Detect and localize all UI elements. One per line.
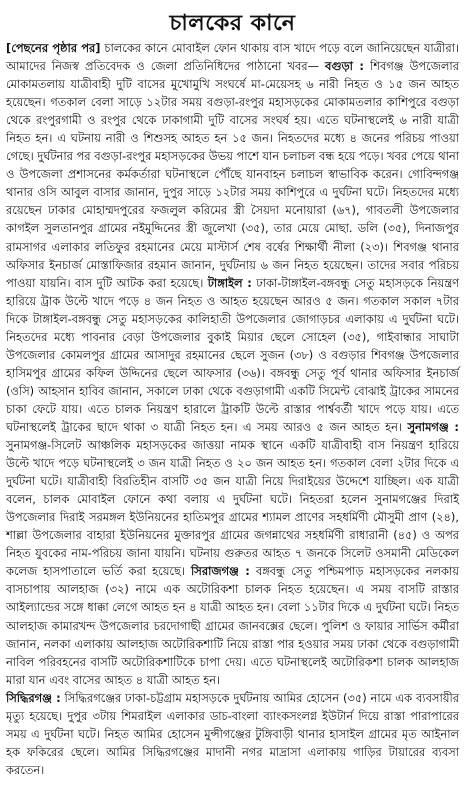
article-section-bogura	[6, 39, 459, 689]
location-label-sirajganj: সিরাজগঞ্জ :	[191, 564, 250, 579]
article-section-siddhirganj	[6, 689, 459, 779]
article-headline: চালকের কানে	[169, 11, 296, 36]
section-text-siddhirganj: সিদ্ধিরগঞ্জের ঢাকা-চট্টগ্রাম মহাসড়কে দুর্ঘটনায় আমির হোসেন (৩৫) নামে এক ব্যবসায়ীর মৃত্যু হয়েছে। দুপুর ৩টায় শিমরাইল এলাকার ডাচ-বাংলা ব্যাংকসংলগ্ন ইউটার্ন দিয়ে রাস্তা পারাপারের সময় এ দুর্ঘটনা ঘটে। নিহত আমির হোসেন মুন্সীগঞ্জের টুঙ্গিবাড়ী থানার হাসাইল গ্রামের মৃত আইনাল হক ফকিরের ছেলে। আমির সিদ্ধিরগঞ্জের মাদানী নগর মাদ্রাসা এলাকায় গাড়ির টায়ারের ব্যবসা করতেন।	[6, 690, 459, 777]
location-label-bogura: বগুড়া :	[325, 59, 364, 74]
intro-text: চালকের কানে মোবাইল ফোন থাকায় বাস খাদে পড়ে বলে জানিয়েছেন যাত্রীরা। আমাদের নিজস্ব প্রতিবেদক ও জেলা প্রতিনিধিদের পাঠানো খবর—	[6, 41, 459, 74]
article-body	[6, 39, 459, 779]
section-text-sunamganj: সুনামগঞ্জ-সিলেট আঞ্চলিক মহাসড়কের জাত্তয়া নামক স্থানে একটি যাত্রীবাহী বাস নিয়ন্ত্রণ হারিয়ে উল্টে খাদে পড়ে ঘটনাস্থলেই ৩ জন যাত্রী নিহত ও ২০ জন আহত হন। গতকাল বেলা ২টার দিকে এ দুর্ঘটনা ঘটে। যাত্রীবাহী বিরতিহীন বাসটি ৩৫ জন যাত্রী নিয়ে দিরাইয়ের উদ্দেশে যাচ্ছিল। এক যাত্রী বলেন, চালক মোবাইল ফোনে কথা বলায় এ দুর্ঘটনা ঘটে। নিহতরা হলেন সুনামগঞ্জের দিরাই উপজেলার দিরাই সরমঙ্গল ইউনিয়নের হাতিমপুর গ্রামের শ্যামল প্রাণের সহধর্মিণী মৌসুমী প্রাণ (২৪), শাল্লা উপজেলার বাহারা ইউনিয়নের মুক্তারপুর গ্রামের জগন্নাথের সহধর্মিণী রাধারানী (৪৫) ও অপর নিহত যুবকের নাম-পরিচয় জানা যায়নি। ঘটনায় গুরুতর আহত ৭ জনকে সিলেট ওসমানী মেডিকেল কলেজ হাসপাতালে ভর্তি করা হয়েছে।	[6, 438, 459, 579]
cropped-previous-text	[0, 0, 465, 9]
section-text-sirajganj: বঙ্গবন্ধু সেতু পশ্চিমপাড় মহাসড়কের নলকায় বাসচাপায় আলহাজ (৩২) নামে এক অটোরিকশা চালক নিহত হয়েছেন। এ সময় বাসটি রাস্তার আইল্যান্ডের সঙ্গে ধাক্কা লেগে আহত হন ৪ যাত্রী আহত হন। বেলা ১১টার দিকে এ দুর্ঘটনা ঘটে। নিহত আলহাজ কামারখন্দ উপজেলার চরদোগাছী গ্রামের জানবক্সের ছেলে। পুলিশ ও ফায়ার সার্ভিস কর্মীরা জানান, নলকা এলাকায় আলহাজ অটোরিকশাটি নিয়ে রাস্তা পার হওয়ার সময় ঢাকা থেকে বগুড়াগামী নাবিল পরিবহনের বাসটি অটোরিকশাটিকে চাপা দেয়। এতে ঘটনাস্থলেই অটোরিকশা চালক আলহাজ মারা যান এবং বাসের আহত ৪ যাত্রী আহত হন।	[6, 564, 459, 687]
section-text-bogura: শিবগঞ্জ উপজেলার মোকামতলায় যাত্রীবাহী দুটি বাসের মুখোমুখি সংঘর্ষে মা-মেয়েসহ ৬ নারী নিহত ও ১৫ জন আহত হয়েছেন। গতকাল বেলা সাড়ে ১২টার সময় বগুড়া-রংপুর মহাসড়কের মোকামতলার কাশিপুরে বগুড়া থেকে রংপুরগামী ও রংপুর থেকে ঢাকাগামী দুটি বাসের সংঘর্ষ হয়। এতে ঘটনাস্থলেই ৬ নারী যাত্রী নিহত হন। এ ঘটনায় নারী ও শিশুসহ আহত হন ১৫ জন। নিহতদের মধ্যে ৪ জনের পরিচয় পাওয়া গেছে। দুর্ঘটনার পর বগুড়া-রংপুর মহাসড়কের উভয় পাশে যান চলাচল বন্ধ হয়ে পড়ে। খবর পেয়ে থানা ও উপজেলা প্রশাসনের কর্মকর্তারা ঘটনাস্থলে পৌঁছে যানবাহন চলাচল স্বাভাবিক করেন। গোবিন্দগঞ্জ থানার ওসি আবুল বাসার জানান, দুপুর সাড়ে ১২টার সময় কাশিপুরে এ দুর্ঘটনা ঘটে। নিহতদের মধ্যে রয়েছেন ঢাকার মোহাম্মদপুরের ফজলুল করিমের স্ত্রী সৈয়দা মনোয়ারা (৬৭), গাবতলী উপজেলার কাগইল সুলতানপুর গ্রামের নইমুদ্দিনের স্ত্রী জুলেখা (৩৫), তার মেয়ে মোছা. ডলি (৩৫), দিনাজপুর রামসাগর এলাকার লতিফুর রহমানের মেয়ে মাস্টার্স শেষ বর্ষের শিক্ষার্থী নীলা (২৩)। শিবগঞ্জ থানার অফিসার ইনচার্জ মোস্তাফিজার রহমান জানান, দুর্ঘটনায় ৬ জন নিহত হয়েছেন। তাদের সবার পরিচয় পাওয়া যায়নি। বাস দুটি আটক করা হয়েছে।	[6, 59, 459, 290]
continuation-tag: [পেছনের পৃষ্ঠার পর]	[6, 41, 101, 55]
location-label-tangail: টাঙ্গাইল :	[207, 275, 252, 290]
section-text-tangail: ঢাকা-টাঙ্গাইল-বঙ্গবন্ধু সেতু মহাসড়কে নিয়ন্ত্রণ হারিয়ে ট্রাক উল্টে খাদে পড়ে ৪ জন নিহত ও আহত হয়েছেন আরও ৫ জন। গতকাল সকাল ৭টার দিকে টাঙ্গাইল-বঙ্গবন্ধু সেতু মহাসড়কের কালিহাতী উপজেলার জোগাড়চর এলাকায় এ দুর্ঘটনা ঘটে। নিহতদের মধ্যে পাবনার বেড়া উপজেলার বুকাই মিয়ার ছেলে সোহেল (৩৫), গাইবান্ধার সাঘাটা উপজেলার কোমলপুর গ্রামের আসাদুর রহমানের ছেলে সুজন (৩৮) ও বগুড়ার শিবগঞ্জ উপজেলার হাসিমপুর গ্রামের কফিল উদ্দিনের ছেলে আফসার (৩৬)। বঙ্গবন্ধু সেতু পূর্ব থানার অফিসার ইনচার্জ (ওসি) আহসান হাবিব জানান, সকালে ঢাকা থেকে বগুড়াগামী একটি সিমেন্ট বোঝাই ট্রাকের সামনের চাকা ফেটে যায়। এতে চালক নিয়ন্ত্রণ হারালে ট্রাকটি উল্টে রাস্তার পার্শ্ববর্তী খাদে পড়ে যায়। এতে ঘটনাস্থলেই ট্রাকের ছাদে থাকা ৩ যাত্রী নিহত হন। এ সময় আরও ৫ জন আহত হন।	[6, 275, 459, 434]
location-label-siddhirganj: সিদ্ধিরগঞ্জ :	[6, 690, 61, 705]
location-label-sunamganj: সুনামগঞ্জ :	[407, 419, 459, 434]
